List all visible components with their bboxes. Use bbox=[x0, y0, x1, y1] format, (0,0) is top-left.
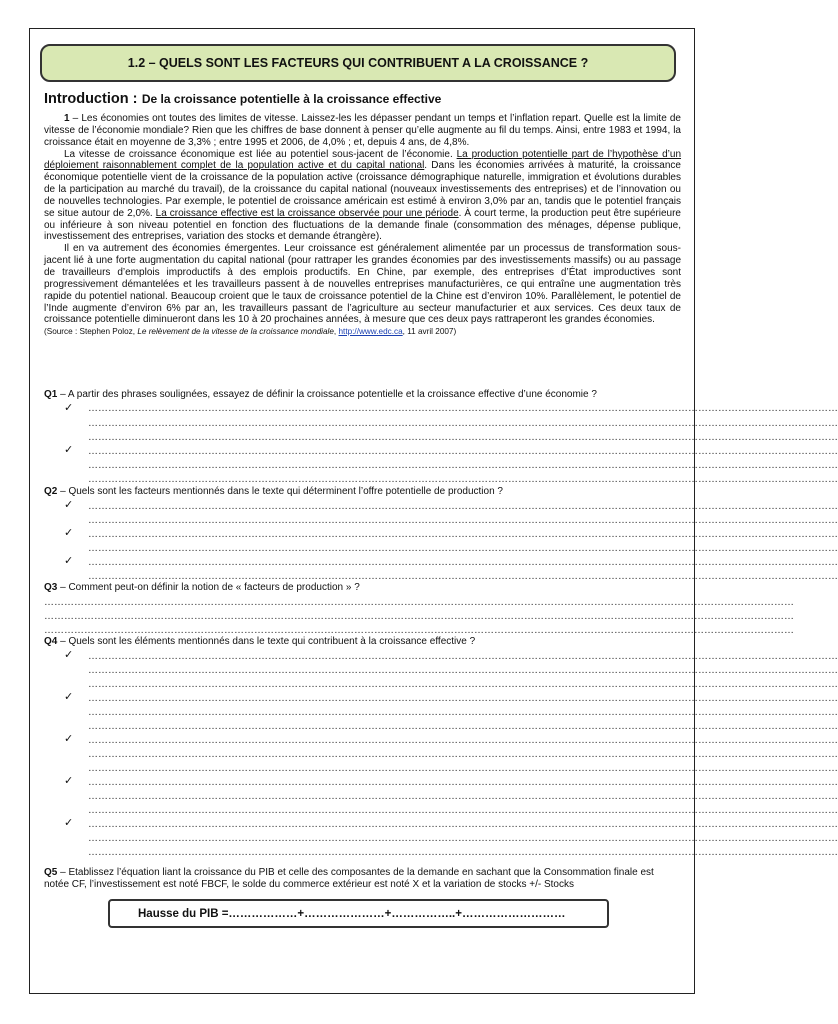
pib-equation: Hausse du PIB =………………+…………………+……………..+……………………… bbox=[138, 907, 566, 920]
source-prefix: (Source : Stephen Poloz, bbox=[44, 327, 138, 337]
intro-label: Introduction : bbox=[44, 91, 138, 107]
source-link[interactable]: http://www.edc.ca bbox=[338, 327, 403, 337]
check-icon: ✓ bbox=[64, 691, 74, 703]
answer-line[interactable]: ……………………………………………………………………………………………………………………………………………………………………………………………………… bbox=[88, 651, 838, 662]
check-icon: ✓ bbox=[64, 555, 74, 567]
source-citation bbox=[44, 326, 681, 338]
answer-line[interactable]: ……………………………………………………………………………………………………………………………………………………………………………………………………… bbox=[88, 665, 838, 676]
question-4-label: Q4 bbox=[44, 636, 58, 647]
check-icon: ✓ bbox=[64, 499, 74, 511]
source-separator: , bbox=[333, 327, 339, 337]
question-2-label: Q2 bbox=[44, 486, 58, 497]
underlined-potential-definition: La production potentielle part de l’hypothèse d’un déploiement raisonnablement complet de la population active et du capital national bbox=[44, 148, 682, 172]
paragraph-1-text: – Les économies ont toutes des limites de vitesse. Laissez-les les dépasser pendant un temps et l’inflation repart. Quelle est la limite de vitesse de l’économie mondiale? Rien que les chiffres de base donnent à penser qu’elle augmente au fil du temps. Ainsi, entre 1983 et 1994, la croissance était en moyenne de 3,3% ; entre 1995 et 2006, de 4,0% ; et, depuis 4 ans, de 4,8%. bbox=[44, 113, 681, 148]
question-3-text: – Comment peut-on définir la notion de « facteurs de production » ? bbox=[57, 582, 360, 593]
paragraph-1 bbox=[44, 113, 681, 149]
pib-equation-box[interactable] bbox=[108, 899, 609, 928]
answer-line[interactable]: ……………………………………………………………………………………………………………………………………………………………………………………………………… bbox=[44, 625, 794, 636]
paragraph-2-part-a: La vitesse de croissance économique est liée au potentiel sous-jacent de l’économie. bbox=[64, 148, 457, 160]
answer-line[interactable]: ……………………………………………………………………………………………………………………………………………………………………………………………………… bbox=[44, 597, 794, 608]
answer-line[interactable]: ……………………………………………………………………………………………………………………………………………………………………………………………………… bbox=[88, 819, 838, 830]
answer-line[interactable]: ……………………………………………………………………………………………………………………………………………………………………………………………………… bbox=[88, 432, 838, 443]
paragraph-2-part-c: . À court terme, la production peut être supérieure ou inférieure à son niveau potentiel en fonction des fluctuations de la demande finale (consommation des ménages, dépense publique, investissement des entreprises, variation des stocks et demande étrangère). bbox=[44, 207, 681, 243]
question-2 bbox=[44, 486, 503, 497]
intro-heading bbox=[44, 90, 441, 108]
question-3 bbox=[44, 582, 360, 593]
check-icon: ✓ bbox=[64, 733, 74, 745]
answer-line[interactable]: ……………………………………………………………………………………………………………………………………………………………………………………………………… bbox=[88, 543, 838, 554]
question-4 bbox=[44, 636, 475, 647]
paragraph-number: 1 bbox=[64, 113, 70, 124]
question-1 bbox=[44, 389, 597, 400]
question-5 bbox=[44, 867, 681, 891]
source-suffix: , 11 avril 2007) bbox=[402, 327, 457, 337]
answer-line[interactable]: ……………………………………………………………………………………………………………………………………………………………………………………………………… bbox=[88, 474, 838, 485]
section-title-text: 1.2 – QUELS SONT LES FACTEURS QUI CONTRIBUENT A LA CROISSANCE ? bbox=[127, 56, 589, 70]
answer-line[interactable]: ……………………………………………………………………………………………………………………………………………………………………………………………………… bbox=[88, 460, 838, 471]
answer-line[interactable]: ……………………………………………………………………………………………………………………………………………………………………………………………………… bbox=[88, 529, 838, 540]
answer-line[interactable]: ……………………………………………………………………………………………………………………………………………………………………………………………………… bbox=[88, 446, 838, 457]
answer-line[interactable]: ……………………………………………………………………………………………………………………………………………………………………………………………………… bbox=[88, 805, 838, 816]
answer-line[interactable]: ……………………………………………………………………………………………………………………………………………………………………………………………………… bbox=[88, 763, 838, 774]
check-icon: ✓ bbox=[64, 402, 74, 414]
answer-line[interactable]: ……………………………………………………………………………………………………………………………………………………………………………………………………… bbox=[88, 749, 838, 760]
answer-line[interactable]: ……………………………………………………………………………………………………………………………………………………………………………………………………… bbox=[88, 777, 838, 788]
answer-line[interactable]: ……………………………………………………………………………………………………………………………………………………………………………………………………… bbox=[88, 515, 838, 526]
answer-line[interactable]: ……………………………………………………………………………………………………………………………………………………………………………………………………… bbox=[88, 707, 838, 718]
answer-line[interactable]: ……………………………………………………………………………………………………………………………………………………………………………………………………… bbox=[88, 735, 838, 746]
paragraph-3-text: Il en va autrement des économies émergentes. Leur croissance est généralement alimentée par un processus de transformation sous-jacent lié à une forte augmentation du capital national (pour rattraper les grandes économies par des investissements massifs) ou au passage de travailleurs d’emplois improductifs à des emplois productifs. En Chine, par exemple, des entreprises d’État improductives sont progressivement démantelées et les travailleurs passent à de nouvelles entreprises manufacturières, ce qui entraîne une augmentation très rapide du potentiel national. Beaucoup croient que le taux de croissance potentiel de la Chine est d’environ 10%. Parallèlement, le potentiel de l’Inde augmente d’environ 6% par an, les travailleurs passant de l’agriculture au secteur manufacturier et aux services. Ces deux taux de croissance potentielle diminueront dans les 10 à 20 prochaines années, à mesure que ces deux pays rattraperont les grandes économies. bbox=[44, 243, 681, 326]
intro-subtitle: De la croissance potentielle à la croissance effective bbox=[141, 92, 442, 106]
paragraph-2-part-b: . Dans les économies arrivées à maturité, la croissance économique potentielle vient de la croissance de la population active (croissance démographique naturelle, immigration et évolutions durables de la participation au marché du travail), de la croissance du capital national (nouveaux investissements des entreprises) et de l’innovation ou de nouvelles technologies. Par exemple, le potentiel de croissance américain est estimé à environ 3,0% par an, tandis que le potentiel français se situe autour de 2,0%. bbox=[44, 160, 681, 219]
question-5-text: – Etablissez l’équation liant la croissance du PIB et celle des composantes de la demande en sachant que la Consommation finale est notée CF, l’investissement est noté FBCF, le solde du commerce extérieur est noté X et la variation de stocks +/- Stocks bbox=[44, 867, 654, 890]
answer-line[interactable]: ……………………………………………………………………………………………………………………………………………………………………………………………………… bbox=[88, 557, 838, 568]
check-icon: ✓ bbox=[64, 527, 74, 539]
document-text bbox=[44, 113, 681, 338]
underlined-effective-definition: La croissance effective est la croissance observée pour une période bbox=[155, 207, 459, 219]
answer-line[interactable]: ……………………………………………………………………………………………………………………………………………………………………………………………………… bbox=[88, 418, 838, 429]
answer-line[interactable]: ……………………………………………………………………………………………………………………………………………………………………………………………………… bbox=[88, 501, 838, 512]
answer-line[interactable]: ……………………………………………………………………………………………………………………………………………………………………………………………………… bbox=[88, 403, 838, 414]
answer-line[interactable]: ……………………………………………………………………………………………………………………………………………………………………………………………………… bbox=[88, 833, 838, 844]
question-1-text: – A partir des phrases soulignées, essayez de définir la croissance potentielle et la croissance effective d’une économie ? bbox=[57, 389, 597, 400]
question-4-text: – Quels sont les éléments mentionnés dans le texte qui contribuent à la croissance effective ? bbox=[57, 636, 476, 647]
question-3-label: Q3 bbox=[44, 582, 58, 593]
check-icon: ✓ bbox=[64, 817, 74, 829]
question-5-label: Q5 bbox=[44, 867, 58, 878]
answer-line[interactable]: ……………………………………………………………………………………………………………………………………………………………………………………………………… bbox=[88, 721, 838, 732]
section-title bbox=[40, 44, 676, 82]
paragraph-3 bbox=[44, 243, 681, 326]
question-1-label: Q1 bbox=[44, 389, 58, 400]
answer-line[interactable]: ……………………………………………………………………………………………………………………………………………………………………………………………………… bbox=[88, 679, 838, 690]
check-icon: ✓ bbox=[64, 444, 74, 456]
question-2-text: – Quels sont les facteurs mentionnés dans le texte qui déterminent l’offre potentielle de production ? bbox=[57, 486, 503, 497]
answer-line[interactable]: ……………………………………………………………………………………………………………………………………………………………………………………………………… bbox=[88, 847, 838, 858]
answer-line[interactable]: ……………………………………………………………………………………………………………………………………………………………………………………………………… bbox=[88, 571, 838, 582]
source-title: Le relèvement de la vitesse de la croissance mondiale bbox=[137, 327, 334, 337]
paragraph-2 bbox=[44, 149, 681, 244]
check-icon: ✓ bbox=[64, 775, 74, 787]
answer-line[interactable]: ……………………………………………………………………………………………………………………………………………………………………………………………………… bbox=[88, 791, 838, 802]
answer-line[interactable]: ……………………………………………………………………………………………………………………………………………………………………………………………………… bbox=[88, 693, 838, 704]
check-icon: ✓ bbox=[64, 649, 74, 661]
answer-line[interactable]: ……………………………………………………………………………………………………………………………………………………………………………………………………… bbox=[44, 611, 794, 622]
